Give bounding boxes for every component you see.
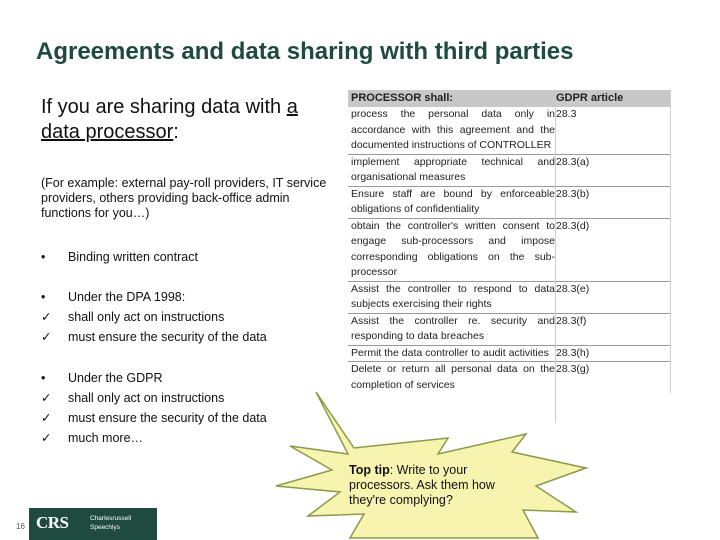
page-number: 16	[16, 522, 25, 531]
row-obligation: Assist the controller re. security and responding to data breaches	[351, 314, 555, 342]
example-text: (For example: external pay-roll providers, IT service providers, others providing back-office admin functions for you…)	[41, 176, 327, 220]
row-article: 28.3(a)	[556, 155, 590, 168]
heading-part1: If you are sharing data with	[41, 96, 287, 118]
check-icon: ✓	[41, 431, 52, 445]
row-article: 28.3(d)	[556, 219, 590, 232]
row-article: 28.3(e)	[556, 282, 590, 295]
row-article: 28.3(g)	[556, 363, 590, 375]
processor-table	[348, 90, 671, 393]
logo-name-line1: Charlesrussell	[90, 515, 132, 522]
table-row	[348, 187, 670, 219]
bullet-text: Under the DPA 1998:	[68, 290, 186, 304]
bullet-text: shall only act on instructions	[68, 391, 225, 405]
row-article: 28.3	[556, 108, 577, 120]
row-obligation: process the personal data only in accordance with this agreement and the documented instructions of CONTROLLER	[351, 108, 555, 151]
bullet-text: must ensure the security of the data	[68, 411, 267, 425]
table-row	[348, 282, 670, 314]
top-tip-label: Top tip	[349, 463, 390, 477]
heading-underlined: a data processor	[41, 96, 298, 143]
row-obligation: Permit the data controller to audit activities	[351, 346, 549, 359]
top-tip-body: : Write to your processors. Ask them how they're complying?	[349, 463, 495, 507]
bullet-text: shall only act on instructions	[68, 310, 225, 324]
row-obligation: Delete or return all personal data on the completion of services	[351, 363, 555, 391]
column-header-article: GDPR article	[556, 92, 624, 104]
column-header-processor: PROCESSOR shall:	[351, 92, 454, 104]
check-icon: ✓	[41, 391, 52, 405]
bullet-text: must ensure the security of the data	[68, 330, 267, 344]
bullet-text: Binding written contract	[68, 250, 198, 264]
bullet-mark: •	[41, 371, 46, 385]
table-row	[348, 155, 670, 187]
bullet-text: Under the GDPR	[68, 371, 163, 385]
logo-name-line2: Speechlys	[90, 524, 120, 531]
check-icon: ✓	[41, 330, 52, 344]
table-row	[348, 346, 670, 363]
slide-title: Agreements and data sharing with third parties	[36, 38, 574, 65]
table-header	[348, 90, 670, 107]
row-article: 28.3(b)	[556, 187, 590, 200]
bullet-text: much more…	[68, 431, 144, 445]
row-obligation: Assist the controller to respond to data subjects exercising their rights	[351, 282, 555, 310]
bullet-mark: •	[41, 250, 46, 264]
table-row	[348, 107, 670, 155]
company-logo	[29, 508, 157, 540]
table-row	[348, 362, 670, 393]
row-obligation: obtain the controller's written consent to engage sub-processors and impose corresponding obligations on the sub-processor	[351, 219, 555, 278]
table-row	[348, 314, 670, 346]
row-article: 28.3(h)	[556, 346, 590, 359]
check-icon: ✓	[41, 310, 52, 324]
bullet-mark: •	[41, 290, 46, 304]
top-tip-text	[349, 463, 534, 508]
heading-part2: :	[173, 121, 179, 143]
row-article: 28.3(f)	[556, 314, 587, 327]
table-column-divider	[555, 107, 556, 423]
table-row	[348, 219, 670, 282]
row-obligation: Ensure staff are bound by enforceable obligations of confidentiality	[351, 187, 555, 215]
row-obligation: implement appropriate technical and organisational measures	[351, 155, 555, 183]
check-icon: ✓	[41, 411, 52, 425]
section-heading	[41, 95, 341, 145]
logo-mark: CRS	[36, 513, 69, 532]
